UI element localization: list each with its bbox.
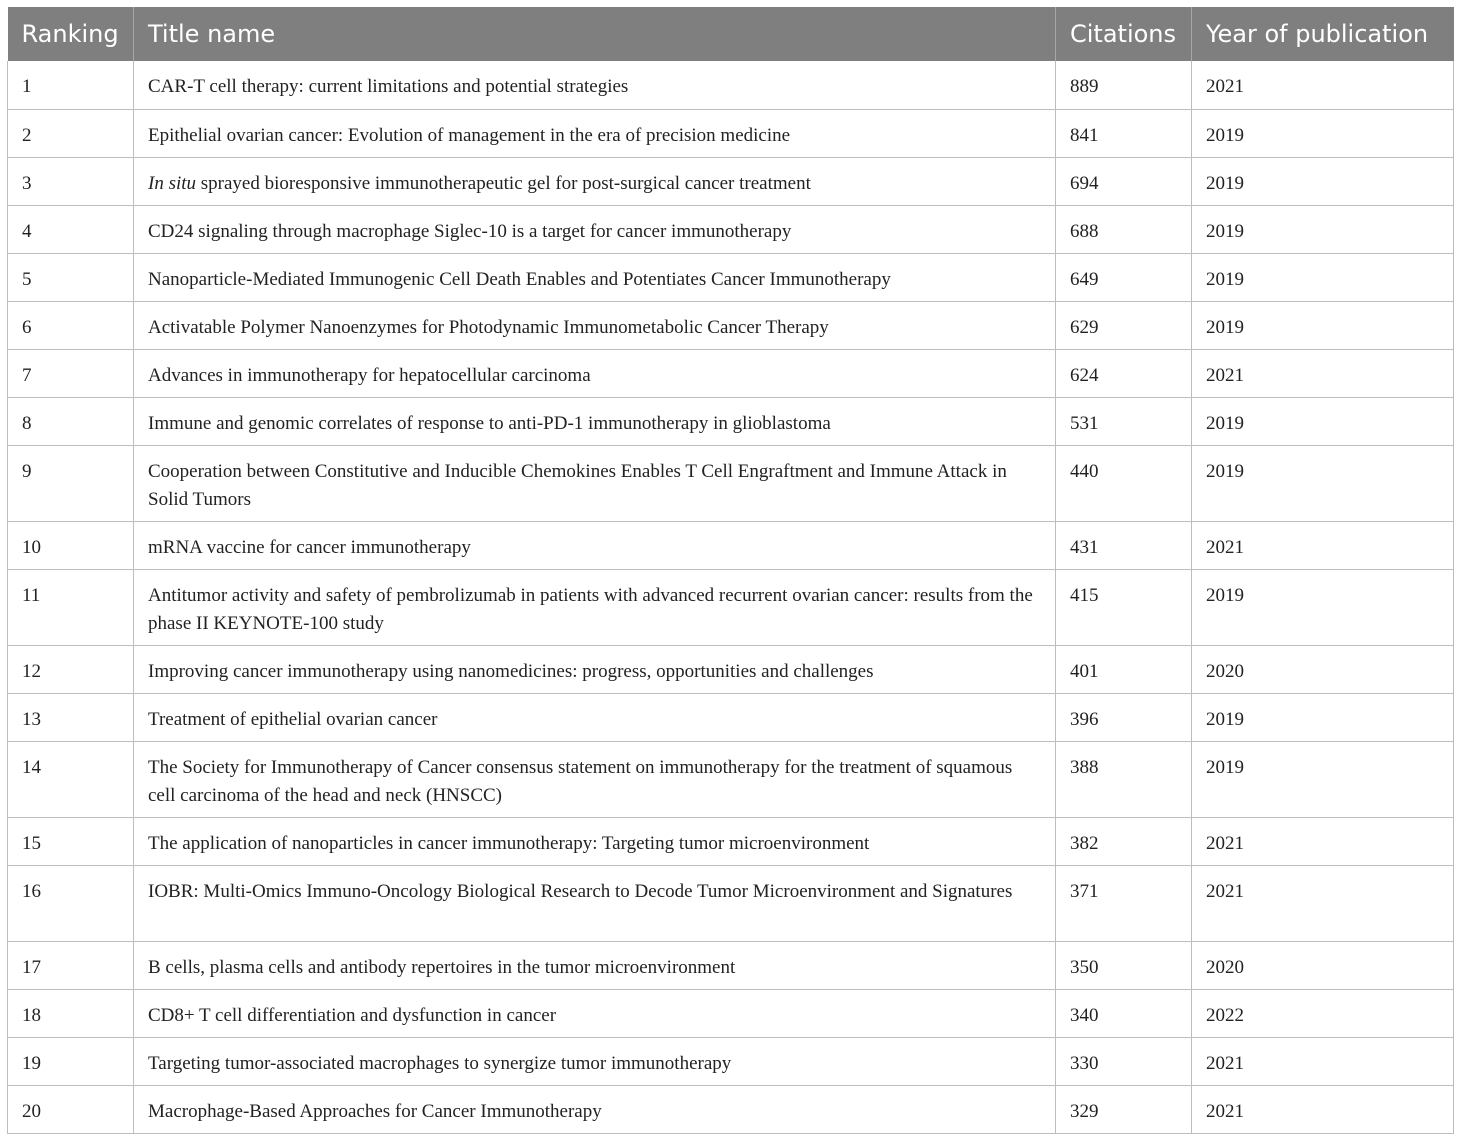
cell-title: Epithelial ovarian cancer: Evolution of management in the era of precision medicine xyxy=(134,109,1056,157)
cell-title: IOBR: Multi-Omics Immuno-Oncology Biological Research to Decode Tumor Microenvironment and Signatures xyxy=(134,865,1056,941)
cell-year: 2020 xyxy=(1192,645,1454,693)
cell-ranking: 14 xyxy=(8,741,134,817)
cell-year: 2019 xyxy=(1192,253,1454,301)
cell-title: CD24 signaling through macrophage Siglec-10 is a target for cancer immunotherapy xyxy=(134,205,1056,253)
cell-title: Immune and genomic correlates of response to anti-PD-1 immunotherapy in glioblastoma xyxy=(134,397,1056,445)
table-row xyxy=(8,645,1454,693)
cell-ranking: 18 xyxy=(8,989,134,1037)
cell-year: 2021 xyxy=(1192,1085,1454,1133)
cell-title: Improving cancer immunotherapy using nanomedicines: progress, opportunities and challenges xyxy=(134,645,1056,693)
cell-title: Antitumor activity and safety of pembrolizumab in patients with advanced recurrent ovarian cancer: results from the phase II KEYNOTE-100 study xyxy=(134,569,1056,645)
cell-ranking: 7 xyxy=(8,349,134,397)
cell-citations: 371 xyxy=(1056,865,1192,941)
cell-citations: 629 xyxy=(1056,301,1192,349)
cell-citations: 401 xyxy=(1056,645,1192,693)
cell-year: 2022 xyxy=(1192,989,1454,1037)
cell-ranking: 6 xyxy=(8,301,134,349)
table-row xyxy=(8,445,1454,521)
cell-citations: 694 xyxy=(1056,157,1192,205)
cell-ranking: 9 xyxy=(8,445,134,521)
table-row xyxy=(8,865,1454,941)
cell-year: 2019 xyxy=(1192,109,1454,157)
table-row xyxy=(8,989,1454,1037)
cell-ranking: 3 xyxy=(8,157,134,205)
cell-title: Cooperation between Constitutive and Inducible Chemokines Enables T Cell Engraftment and Immune Attack in Solid Tumors xyxy=(134,445,1056,521)
header-row xyxy=(8,7,1454,61)
cell-title: mRNA vaccine for cancer immunotherapy xyxy=(134,521,1056,569)
cell-citations: 431 xyxy=(1056,521,1192,569)
header-year-of-publication: Year of publication xyxy=(1192,7,1454,61)
cell-title: Treatment of epithelial ovarian cancer xyxy=(134,693,1056,741)
cell-year: 2019 xyxy=(1192,397,1454,445)
cell-title-italic: In situ xyxy=(148,172,197,194)
top-cited-papers-table xyxy=(7,7,1454,1134)
table-row xyxy=(8,301,1454,349)
cell-title: The application of nanoparticles in cancer immunotherapy: Targeting tumor microenvironment xyxy=(134,817,1056,865)
header-title-name: Title name xyxy=(134,7,1056,61)
cell-year: 2019 xyxy=(1192,693,1454,741)
cell-citations: 415 xyxy=(1056,569,1192,645)
cell-citations: 649 xyxy=(1056,253,1192,301)
table-row xyxy=(8,521,1454,569)
table-row xyxy=(8,941,1454,989)
table-body xyxy=(8,61,1454,1133)
cell-ranking: 4 xyxy=(8,205,134,253)
table-row xyxy=(8,1085,1454,1133)
cell-year: 2019 xyxy=(1192,157,1454,205)
cell-citations: 688 xyxy=(1056,205,1192,253)
cell-title xyxy=(134,157,1056,205)
cell-title: Macrophage-Based Approaches for Cancer Immunotherapy xyxy=(134,1085,1056,1133)
table-header xyxy=(8,7,1454,61)
cell-ranking: 12 xyxy=(8,645,134,693)
cell-ranking: 8 xyxy=(8,397,134,445)
cell-year: 2021 xyxy=(1192,817,1454,865)
cell-title: Activatable Polymer Nanoenzymes for Photodynamic Immunometabolic Cancer Therapy xyxy=(134,301,1056,349)
header-ranking: Ranking xyxy=(21,20,119,48)
cell-citations: 440 xyxy=(1056,445,1192,521)
cell-title: The Society for Immunotherapy of Cancer consensus statement on immunotherapy for the treatment of squamous cell carcinoma of the head and neck (HNSCC) xyxy=(134,741,1056,817)
cell-citations: 340 xyxy=(1056,989,1192,1037)
table-row xyxy=(8,693,1454,741)
cell-ranking: 17 xyxy=(8,941,134,989)
table-row xyxy=(8,253,1454,301)
cell-title: CD8+ T cell differentiation and dysfunction in cancer xyxy=(134,989,1056,1037)
table-row xyxy=(8,741,1454,817)
citations-table-container xyxy=(7,7,1453,1134)
cell-citations: 350 xyxy=(1056,941,1192,989)
cell-year: 2019 xyxy=(1192,569,1454,645)
cell-citations: 531 xyxy=(1056,397,1192,445)
cell-ranking: 19 xyxy=(8,1037,134,1085)
cell-citations: 330 xyxy=(1056,1037,1192,1085)
table-row xyxy=(8,349,1454,397)
cell-year: 2020 xyxy=(1192,941,1454,989)
cell-ranking: 10 xyxy=(8,521,134,569)
cell-title: Nanoparticle-Mediated Immunogenic Cell Death Enables and Potentiates Cancer Immunotherapy xyxy=(134,253,1056,301)
cell-citations: 889 xyxy=(1056,61,1192,109)
cell-year: 2019 xyxy=(1192,301,1454,349)
cell-citations: 329 xyxy=(1056,1085,1192,1133)
table-row xyxy=(8,817,1454,865)
cell-ranking: 1 xyxy=(8,61,134,109)
table-row xyxy=(8,1037,1454,1085)
cell-citations: 388 xyxy=(1056,741,1192,817)
cell-year: 2021 xyxy=(1192,521,1454,569)
table-row xyxy=(8,157,1454,205)
cell-ranking: 5 xyxy=(8,253,134,301)
cell-citations: 382 xyxy=(1056,817,1192,865)
table-row xyxy=(8,109,1454,157)
cell-ranking: 13 xyxy=(8,693,134,741)
cell-citations: 396 xyxy=(1056,693,1192,741)
table-row xyxy=(8,569,1454,645)
table-row xyxy=(8,397,1454,445)
cell-citations: 841 xyxy=(1056,109,1192,157)
cell-title: CAR-T cell therapy: current limitations and potential strategies xyxy=(134,61,1056,109)
cell-ranking: 20 xyxy=(8,1085,134,1133)
cell-title-rest: sprayed bioresponsive immunotherapeutic gel for post-surgical cancer treatment xyxy=(196,172,811,194)
cell-year: 2021 xyxy=(1192,349,1454,397)
cell-ranking: 11 xyxy=(8,569,134,645)
cell-citations: 624 xyxy=(1056,349,1192,397)
cell-ranking: 15 xyxy=(8,817,134,865)
cell-title: B cells, plasma cells and antibody repertoires in the tumor microenvironment xyxy=(134,941,1056,989)
cell-ranking: 2 xyxy=(8,109,134,157)
cell-year: 2019 xyxy=(1192,205,1454,253)
table-row xyxy=(8,205,1454,253)
cell-year: 2021 xyxy=(1192,1037,1454,1085)
cell-title: Advances in immunotherapy for hepatocellular carcinoma xyxy=(134,349,1056,397)
cell-year: 2021 xyxy=(1192,61,1454,109)
cell-year: 2019 xyxy=(1192,445,1454,521)
cell-ranking: 16 xyxy=(8,865,134,941)
table-row xyxy=(8,61,1454,109)
header-citations: Citations xyxy=(1056,7,1192,61)
cell-year: 2019 xyxy=(1192,741,1454,817)
cell-year: 2021 xyxy=(1192,865,1454,941)
cell-title: Targeting tumor-associated macrophages to synergize tumor immunotherapy xyxy=(134,1037,1056,1085)
